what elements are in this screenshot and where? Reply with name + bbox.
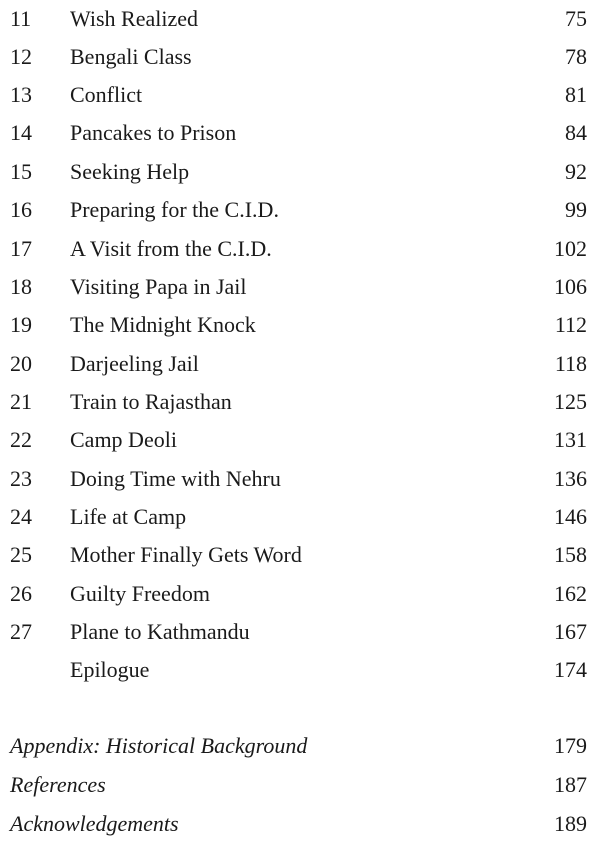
toc-entry-acknowledgements (0, 805, 600, 843)
back-matter-title: Appendix: Historical Background (10, 733, 308, 758)
page-number: 179 (554, 733, 587, 758)
page-number: 158 (554, 542, 587, 567)
chapter-number: 25 (10, 542, 32, 567)
page-number: 187 (554, 772, 587, 797)
chapter-title: Camp Deoli (70, 427, 177, 452)
page-number: 131 (554, 427, 587, 452)
toc-entry-chapter-18 (0, 268, 600, 306)
toc-entry-appendix (0, 727, 600, 765)
toc-entry-chapter-26 (0, 575, 600, 613)
chapter-number: 27 (10, 619, 32, 644)
chapter-number: 15 (10, 159, 32, 184)
chapter-title: Mother Finally Gets Word (70, 542, 302, 567)
page-number: 189 (554, 811, 587, 836)
page-number: 136 (554, 466, 587, 491)
chapter-title: A Visit from the C.I.D. (70, 236, 272, 261)
chapter-number: 26 (10, 581, 32, 606)
chapter-title: Pancakes to Prison (70, 120, 237, 145)
chapter-number: 14 (10, 120, 32, 145)
page-number: 118 (554, 351, 587, 376)
toc-entry-chapter-20 (0, 345, 600, 383)
page-number: 174 (554, 657, 587, 682)
chapter-title: The Midnight Knock (70, 312, 256, 337)
chapter-title: Plane to Kathmandu (70, 619, 250, 644)
chapter-title: Wish Realized (70, 6, 199, 31)
epilogue-title: Epilogue (70, 657, 150, 682)
page-number: 146 (554, 504, 587, 529)
chapter-number: 17 (10, 236, 32, 261)
toc-entry-chapter-14 (0, 114, 600, 152)
page-number: 81 (565, 82, 587, 107)
toc-entry-epilogue (0, 651, 600, 689)
chapter-title: Darjeeling Jail (70, 351, 199, 376)
chapter-number: 16 (10, 197, 32, 222)
chapter-title: Preparing for the C.I.D. (70, 197, 279, 222)
page-number: 106 (554, 274, 587, 299)
page-number: 112 (554, 312, 587, 337)
chapter-number: 23 (10, 466, 32, 491)
toc-entry-chapter-27 (0, 613, 600, 651)
toc-entry-chapter-21 (0, 383, 600, 421)
toc-entry-chapter-15 (0, 153, 600, 191)
page-number: 99 (565, 197, 587, 222)
chapter-title: Guilty Freedom (70, 581, 210, 606)
toc-entry-chapter-23 (0, 460, 600, 498)
page-number: 75 (565, 6, 587, 31)
toc-entry-chapter-12 (0, 38, 600, 76)
toc-entry-references (0, 766, 600, 804)
chapter-title: Doing Time with Nehru (70, 466, 281, 491)
chapter-number: 13 (10, 82, 32, 107)
toc-entry-chapter-25 (0, 536, 600, 574)
toc-entry-chapter-16 (0, 191, 600, 229)
chapter-title: Seeking Help (70, 159, 190, 184)
chapter-title: Visiting Papa in Jail (70, 274, 247, 299)
back-matter-title: Acknowledgements (10, 811, 179, 836)
chapter-title: Conflict (70, 82, 143, 107)
chapter-number: 22 (10, 427, 32, 452)
toc-entry-chapter-13 (0, 76, 600, 114)
chapter-number: 20 (10, 351, 32, 376)
page-number: 84 (565, 120, 587, 145)
chapter-number: 24 (10, 504, 32, 529)
chapter-number: 11 (10, 6, 32, 31)
page-number: 92 (565, 159, 587, 184)
chapter-title: Life at Camp (70, 504, 187, 529)
page-number: 167 (554, 619, 587, 644)
page-number: 102 (554, 236, 587, 261)
toc-entry-chapter-19 (0, 306, 600, 344)
toc-entry-chapter-17 (0, 230, 600, 268)
back-matter-title: References (10, 772, 106, 797)
toc-entry-chapter-22 (0, 421, 600, 459)
page-number: 78 (565, 44, 587, 69)
chapter-number: 12 (10, 44, 32, 69)
chapter-number: 19 (10, 312, 32, 337)
chapter-title: Bengali Class (70, 44, 192, 69)
chapter-title: Train to Rajasthan (70, 389, 232, 414)
chapter-number: 21 (10, 389, 32, 414)
page-number: 125 (554, 389, 587, 414)
toc-entry-chapter-24 (0, 498, 600, 536)
chapter-number: 18 (10, 274, 32, 299)
toc-entry-chapter-11 (0, 0, 600, 38)
page-number: 162 (554, 581, 587, 606)
